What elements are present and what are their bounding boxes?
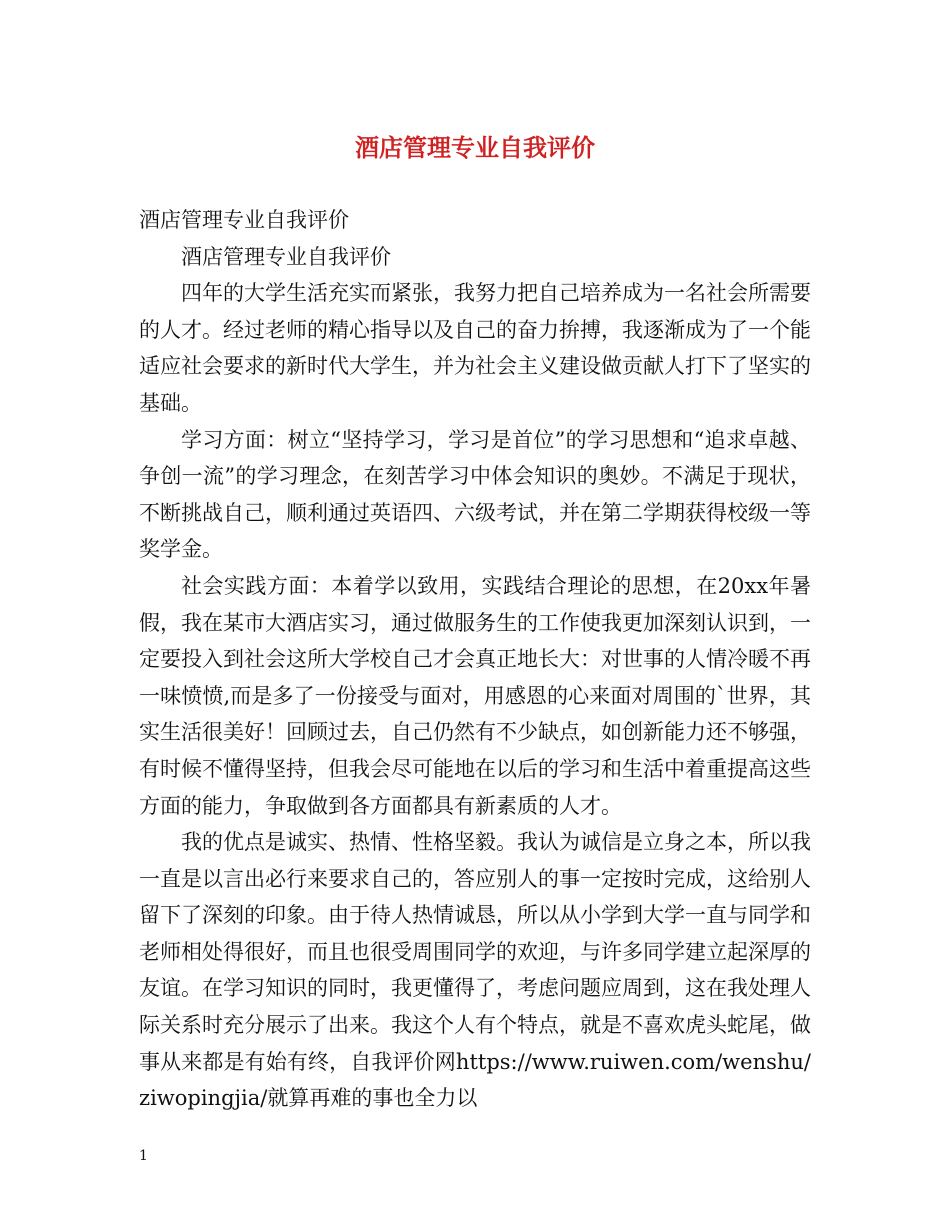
paragraph-study: 学习方面：树立“坚持学习，学习是首位”的学习思想和“追求卓越、争创一流”的学习理念，在刻苦学习中体会知识的奥妙。不满足于现状，不断挑战自己，顺利通过英语四、六级考试，并在第二学期获得校级一等奖学金。 bbox=[139, 427, 811, 562]
document-body bbox=[139, 202, 811, 1117]
paragraph-intro: 四年的大学生活充实而紧张，我努力把自己培养成为一名社会所需要的人才。经过老师的精心指导以及自己的奋力拚搏，我逐渐成为了一个能适应社会要求的新时代大学生，并为社会主义建设做贡献人打下了坚实的基础。 bbox=[139, 281, 811, 415]
paragraph-strengths: 我的优点是诚实、热情、性格坚毅。我认为诚信是立身之本，所以我一直是以言出必行来要求自己的，答应别人的事一定按时完成，这给别人留下了深刻的印象。由于待人热情诚恳，所以从小学到大学一直与同学和老师相处得很好，而且也很受周围同学的欢迎，与许多同学建立起深厚的友谊。在学习知识的同时，我更懂得了，考虑问题应周到，这在我处理人际关系时充分展示了出来。我这个人有个特点，就是不喜欢虎头蛇尾，做事从来都是有始有终，自我评价网https://www.ruiwen.com/wenshu/ziwopingjia/就算再难的事也全力以 bbox=[139, 830, 811, 1111]
heading-line: 酒店管理专业自我评价 bbox=[139, 208, 349, 232]
document-title: 酒店管理专业自我评价 bbox=[355, 133, 595, 162]
subheading-line: 酒店管理专业自我评价 bbox=[181, 244, 391, 269]
page-number: 1 bbox=[139, 1148, 148, 1164]
paragraph-practice: 社会实践方面：本着学以致用，实践结合理论的思想，在20xx年暑假，我在某市大酒店实习，通过做服务生的工作使我更加深刻认识到，一定要投入到社会这所大学校自己才会真正地长大：对世事的人情冷暖不再一味愤愤,而是多了一份接受与面对，用感恩的心来面对周围的`世界，其实生活很美好！回顾过去，自己仍然有不少缺点，如创新能力还不够强，有时候不懂得坚持，但我会尽可能地在以后的学习和生活中着重提高这些方面的能力，争取做到各方面都具有新素质的人才。 bbox=[139, 573, 811, 818]
